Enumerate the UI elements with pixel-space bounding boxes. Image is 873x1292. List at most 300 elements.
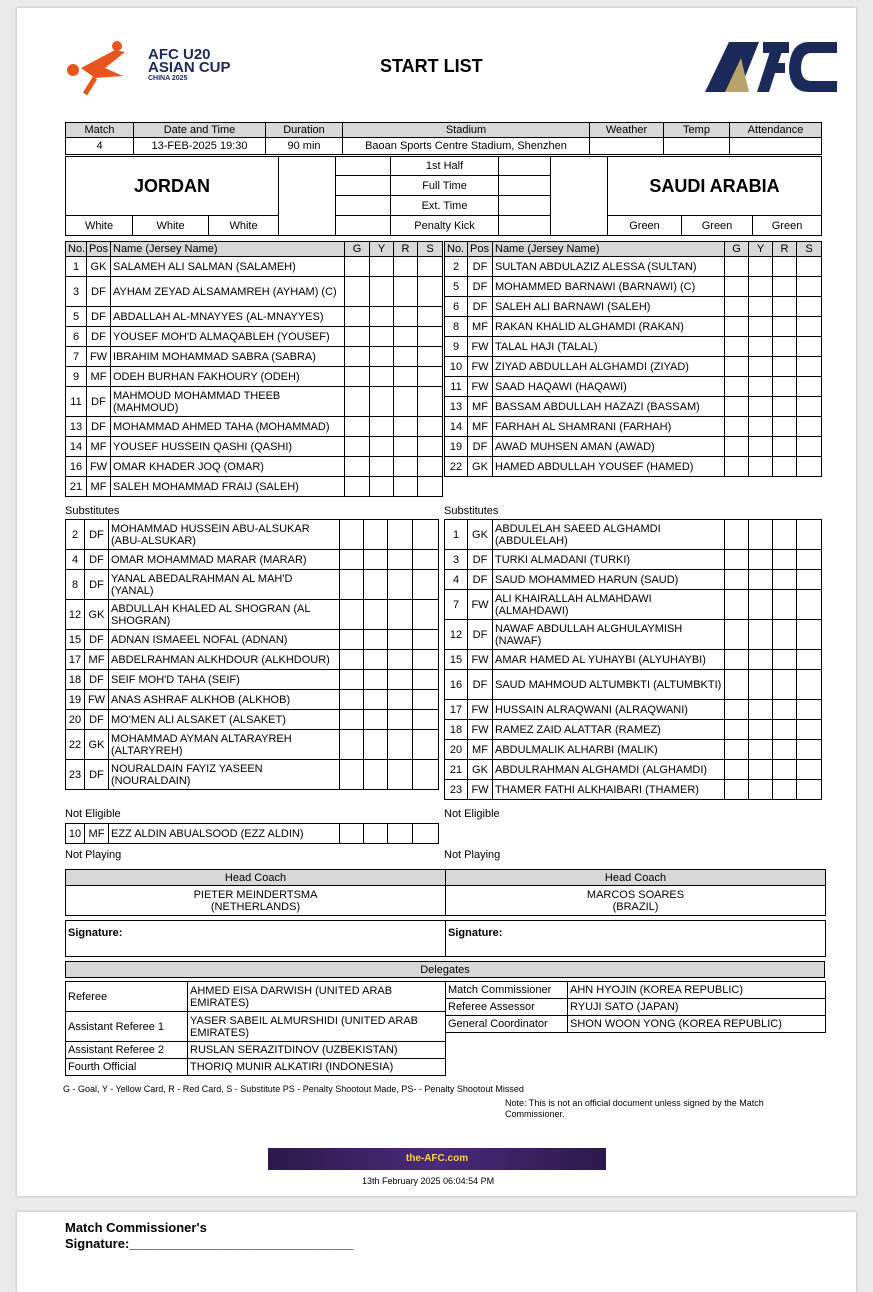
substitute-cell xyxy=(418,457,443,477)
player-position: DF xyxy=(468,670,493,700)
goal-cell xyxy=(345,477,370,497)
col-no: No. xyxy=(66,242,87,257)
yellow-card-cell xyxy=(364,670,388,690)
player-name: SAAD HAQAWI (HAQAWI) xyxy=(493,377,725,397)
goal-cell xyxy=(340,600,364,630)
player-position: DF xyxy=(468,437,493,457)
afc-logo-icon xyxy=(705,38,841,94)
player-number: 6 xyxy=(66,327,87,347)
yellow-card-cell xyxy=(364,600,388,630)
player-number: 11 xyxy=(66,387,87,417)
red-card-cell xyxy=(388,690,413,710)
col-pos: Pos xyxy=(87,242,111,257)
player-position: FW xyxy=(468,337,493,357)
delegate-role: Referee Assessor xyxy=(446,999,568,1016)
period-ext-time: Ext. Time xyxy=(391,196,499,216)
goal-cell xyxy=(345,437,370,457)
delegate-row xyxy=(446,1016,826,1033)
goal-cell xyxy=(725,520,749,550)
col-no: No. xyxy=(445,242,468,257)
player-row xyxy=(66,570,439,600)
player-row xyxy=(66,457,443,477)
delegate-row xyxy=(66,1012,446,1042)
header-stadium: Stadium xyxy=(343,123,590,138)
goal-cell xyxy=(725,297,749,317)
red-card-cell xyxy=(394,437,418,457)
player-position: DF xyxy=(468,620,493,650)
player-number: 4 xyxy=(445,570,468,590)
player-name: SALAMEH ALI SALMAN (SALAMEH) xyxy=(111,257,345,277)
player-position: FW xyxy=(468,650,493,670)
home-substitutes-label: Substitutes xyxy=(65,505,120,517)
home-not-eligible-label: Not Eligible xyxy=(65,808,121,820)
yellow-card-cell xyxy=(749,720,773,740)
tournament-logo-text: AFC U20 ASIAN CUP CHINA 2025 xyxy=(148,46,231,82)
goal-cell xyxy=(725,570,749,590)
player-row xyxy=(445,257,822,277)
substitute-cell xyxy=(797,257,822,277)
player-name: NOURALDAIN FAYIZ YASEEN (NOURALDAIN) xyxy=(109,760,340,790)
substitute-cell xyxy=(797,377,822,397)
player-name: NAWAF ABDULLAH ALGHULAYMISH (NAWAF) xyxy=(493,620,725,650)
yellow-card-cell xyxy=(749,337,773,357)
goal-cell xyxy=(725,620,749,650)
player-row xyxy=(445,700,822,720)
player-row xyxy=(66,650,439,670)
player-name: YOUSEF MOH'D ALMAQABLEH (YOUSEF) xyxy=(111,327,345,347)
player-row xyxy=(66,690,439,710)
goal-cell xyxy=(725,760,749,780)
player-position: DF xyxy=(468,570,493,590)
player-number: 13 xyxy=(445,397,468,417)
player-row xyxy=(445,740,822,760)
player-name: ABDULRAHMAN ALGHAMDI (ALGHAMDI) xyxy=(493,760,725,780)
red-card-cell xyxy=(773,457,797,477)
yellow-card-cell xyxy=(749,297,773,317)
delegates-header xyxy=(65,961,825,978)
player-name: IBRAHIM MOHAMMAD SABRA (SABRA) xyxy=(111,347,345,367)
away-substitutes-table xyxy=(444,519,822,800)
delegate-name: SHON WOON YONG (KOREA REPUBLIC) xyxy=(568,1016,826,1033)
header-date: Date and Time xyxy=(134,123,266,138)
player-name: RAKAN KHALID ALGHAMDI (RAKAN) xyxy=(493,317,725,337)
home-not-eligible-table xyxy=(65,823,439,844)
player-position: MF xyxy=(468,417,493,437)
yellow-card-cell xyxy=(749,740,773,760)
goal-cell xyxy=(340,670,364,690)
player-row xyxy=(445,297,822,317)
yellow-card-cell xyxy=(370,417,394,437)
player-row xyxy=(445,670,822,700)
goal-cell xyxy=(725,720,749,740)
player-position: GK xyxy=(468,760,493,780)
red-card-cell xyxy=(773,337,797,357)
substitute-cell xyxy=(797,650,822,670)
goal-cell xyxy=(725,417,749,437)
player-row xyxy=(445,437,822,457)
player-position: DF xyxy=(468,297,493,317)
delegate-name: RYUJI SATO (JAPAN) xyxy=(568,999,826,1016)
red-card-cell xyxy=(388,710,413,730)
document-page xyxy=(17,8,856,1196)
player-number: 9 xyxy=(66,367,87,387)
player-number: 13 xyxy=(66,417,87,437)
player-row xyxy=(66,730,439,760)
commissioner-signature: Match Commissioner's Signature:_______________________________ xyxy=(65,1220,354,1251)
player-number: 12 xyxy=(445,620,468,650)
yellow-card-cell xyxy=(749,670,773,700)
player-position: MF xyxy=(468,740,493,760)
player-position: DF xyxy=(85,760,109,790)
player-position: DF xyxy=(468,277,493,297)
goal-cell xyxy=(345,387,370,417)
goal-cell xyxy=(340,824,364,844)
player-number: 18 xyxy=(66,670,85,690)
player-position: MF xyxy=(468,317,493,337)
player-number: 15 xyxy=(66,630,85,650)
period-penalty-kick: Penalty Kick xyxy=(391,216,499,236)
player-name: SALEH ALI BARNAWI (SALEH) xyxy=(493,297,725,317)
goal-cell xyxy=(725,277,749,297)
player-name: EZZ ALDIN ABUALSOOD (EZZ ALDIN) xyxy=(109,824,340,844)
player-number: 18 xyxy=(445,720,468,740)
red-card-cell xyxy=(394,417,418,437)
red-card-cell xyxy=(388,824,413,844)
yellow-card-cell xyxy=(749,650,773,670)
player-name: THAMER FATHI ALKHAIBARI (THAMER) xyxy=(493,780,725,800)
goal-cell xyxy=(725,550,749,570)
yellow-card-cell xyxy=(364,730,388,760)
player-number: 22 xyxy=(445,457,468,477)
yellow-card-cell xyxy=(749,620,773,650)
player-position: DF xyxy=(87,307,111,327)
player-number: 21 xyxy=(445,760,468,780)
player-position: MF xyxy=(87,437,111,457)
yellow-card-cell xyxy=(364,824,388,844)
player-row xyxy=(445,377,822,397)
match-stadium: Baoan Sports Centre Stadium, Shenzhen xyxy=(343,138,590,155)
player-number: 10 xyxy=(66,824,85,844)
delegate-row xyxy=(446,982,826,999)
goal-cell xyxy=(345,347,370,367)
goal-cell xyxy=(340,570,364,600)
header-weather: Weather xyxy=(590,123,664,138)
player-position: DF xyxy=(85,630,109,650)
goal-cell xyxy=(340,760,364,790)
goal-cell xyxy=(725,437,749,457)
yellow-card-cell xyxy=(370,327,394,347)
home-head-coach: PIETER MEINDERTSMA (NETHERLANDS) xyxy=(66,886,446,916)
substitute-cell xyxy=(413,670,439,690)
player-name: MAHMOUD MOHAMMAD THEEB (MAHMOUD) xyxy=(111,387,345,417)
player-name: TALAL HAJI (TALAL) xyxy=(493,337,725,357)
yellow-card-cell xyxy=(749,520,773,550)
yellow-card-cell xyxy=(749,550,773,570)
player-name: MOHAMMAD AHMED TAHA (MOHAMMAD) xyxy=(111,417,345,437)
player-number: 9 xyxy=(445,337,468,357)
away-not-playing-label: Not Playing xyxy=(444,849,501,861)
delegates-left-table xyxy=(65,981,446,1076)
player-name: ADNAN ISMAEEL NOFAL (ADNAN) xyxy=(109,630,340,650)
goal-cell xyxy=(345,417,370,437)
red-card-cell xyxy=(773,570,797,590)
goal-cell xyxy=(725,357,749,377)
yellow-card-cell xyxy=(749,780,773,800)
delegate-role: Assistant Referee 1 xyxy=(66,1012,188,1042)
substitute-cell xyxy=(418,417,443,437)
home-head-coach-header: Head Coach xyxy=(66,870,446,886)
delegate-name: AHMED EISA DARWISH (UNITED ARAB EMIRATES) xyxy=(188,982,446,1012)
red-card-cell xyxy=(773,720,797,740)
red-card-cell xyxy=(394,367,418,387)
substitute-cell xyxy=(797,437,822,457)
player-number: 17 xyxy=(66,650,85,670)
player-number: 2 xyxy=(66,520,85,550)
match-weather xyxy=(590,138,664,155)
player-position: FW xyxy=(85,690,109,710)
red-card-cell xyxy=(394,277,418,307)
player-name: RAMEZ ZAID ALATTAR (RAMEZ) xyxy=(493,720,725,740)
substitute-cell xyxy=(797,620,822,650)
player-name: TURKI ALMADANI (TURKI) xyxy=(493,550,725,570)
goal-cell xyxy=(725,700,749,720)
player-name: ANAS ASHRAF ALKHOB (ALKHOB) xyxy=(109,690,340,710)
player-position: GK xyxy=(87,257,111,277)
goal-cell xyxy=(725,590,749,620)
substitute-cell xyxy=(413,630,439,650)
red-card-cell xyxy=(773,417,797,437)
yellow-card-cell xyxy=(370,347,394,367)
yellow-card-cell xyxy=(364,550,388,570)
goal-cell xyxy=(345,257,370,277)
player-position: FW xyxy=(87,457,111,477)
delegate-name: THORIQ MUNIR ALKATIRI (INDONESIA) xyxy=(188,1059,446,1076)
player-row xyxy=(445,760,822,780)
substitute-cell xyxy=(797,760,822,780)
away-head-coach-header: Head Coach xyxy=(446,870,826,886)
yellow-card-cell xyxy=(364,690,388,710)
delegate-role: Fourth Official xyxy=(66,1059,188,1076)
away-team-name: SAUDI ARABIA xyxy=(608,157,822,216)
player-position: DF xyxy=(468,550,493,570)
col-yellow: Y xyxy=(749,242,773,257)
substitute-cell xyxy=(797,670,822,700)
header-temp: Temp xyxy=(664,123,730,138)
red-card-cell xyxy=(394,347,418,367)
col-name: Name (Jersey Name) xyxy=(111,242,345,257)
goal-cell xyxy=(725,317,749,337)
red-card-cell xyxy=(394,257,418,277)
substitute-cell xyxy=(797,457,822,477)
substitute-cell xyxy=(797,780,822,800)
substitute-cell xyxy=(418,437,443,457)
away-kit-socks: Green xyxy=(753,216,822,236)
delegate-role: Match Commissioner xyxy=(446,982,568,999)
red-card-cell xyxy=(394,327,418,347)
goal-cell xyxy=(345,457,370,477)
player-row xyxy=(66,477,443,497)
home-kit-shorts: White xyxy=(133,216,209,236)
afc-website-banner[interactable]: the-AFC.com xyxy=(268,1148,606,1170)
goal-cell xyxy=(725,780,749,800)
player-row xyxy=(445,570,822,590)
home-substitutes-table xyxy=(65,519,439,790)
red-card-cell xyxy=(388,670,413,690)
red-card-cell xyxy=(773,397,797,417)
red-card-cell xyxy=(394,457,418,477)
red-card-cell xyxy=(388,650,413,670)
col-goal: G xyxy=(725,242,749,257)
player-number: 15 xyxy=(445,650,468,670)
player-position: GK xyxy=(468,520,493,550)
red-card-cell xyxy=(773,700,797,720)
player-number: 10 xyxy=(445,357,468,377)
player-row xyxy=(66,257,443,277)
player-position: DF xyxy=(87,387,111,417)
away-not-eligible-label: Not Eligible xyxy=(444,808,500,820)
player-number: 8 xyxy=(445,317,468,337)
red-card-cell xyxy=(773,620,797,650)
goal-cell xyxy=(725,397,749,417)
substitute-cell xyxy=(418,307,443,327)
player-row xyxy=(445,780,822,800)
player-position: FW xyxy=(468,590,493,620)
player-row xyxy=(66,327,443,347)
yellow-card-cell xyxy=(370,437,394,457)
player-row xyxy=(66,307,443,327)
player-name: SALEH MOHAMMAD FRAIJ (SALEH) xyxy=(111,477,345,497)
delegate-row xyxy=(66,1059,446,1076)
substitute-cell xyxy=(413,570,439,600)
yellow-card-cell xyxy=(749,437,773,457)
player-row xyxy=(445,317,822,337)
substitute-cell xyxy=(418,367,443,387)
goal-cell xyxy=(340,630,364,650)
goal-cell xyxy=(340,690,364,710)
player-name: YOUSEF HUSSEIN QASHI (QASHI) xyxy=(111,437,345,457)
red-card-cell xyxy=(773,590,797,620)
player-number: 16 xyxy=(66,457,87,477)
goal-cell xyxy=(725,257,749,277)
player-row xyxy=(66,437,443,457)
goal-cell xyxy=(340,520,364,550)
red-card-cell xyxy=(388,630,413,650)
player-name: AWAD MUHSEN AMAN (AWAD) xyxy=(493,437,725,457)
substitute-cell xyxy=(797,277,822,297)
col-red: R xyxy=(394,242,418,257)
player-row xyxy=(66,387,443,417)
red-card-cell xyxy=(388,520,413,550)
period-1st-half: 1st Half xyxy=(391,157,499,176)
away-starters-table xyxy=(444,241,822,477)
substitute-cell xyxy=(797,357,822,377)
player-row xyxy=(66,760,439,790)
player-name: MOHAMMAD AYMAN ALTARAYREH (ALTARYREH) xyxy=(109,730,340,760)
head-coach-table xyxy=(65,869,826,916)
goal-cell xyxy=(725,650,749,670)
red-card-cell xyxy=(388,570,413,600)
player-row xyxy=(66,367,443,387)
player-name: YANAL ABEDALRAHMAN AL MAH'D (YANAL) xyxy=(109,570,340,600)
away-kit-shorts: Green xyxy=(682,216,753,236)
player-number: 12 xyxy=(66,600,85,630)
yellow-card-cell xyxy=(370,457,394,477)
col-pos: Pos xyxy=(468,242,493,257)
disclaimer-note: Note: This is not an official document unless signed by the Match Commissioner. xyxy=(505,1098,764,1119)
player-number: 7 xyxy=(66,347,87,367)
goal-cell xyxy=(345,307,370,327)
player-position: DF xyxy=(87,277,111,307)
red-card-cell xyxy=(773,357,797,377)
player-position: GK xyxy=(85,600,109,630)
player-number: 11 xyxy=(445,377,468,397)
legend-text: G - Goal, Y - Yellow Card, R - Red Card, S - Substitute PS - Penalty Shootout Made, PS- - Penalty Shootout Missed xyxy=(63,1084,524,1094)
header-attendance: Attendance xyxy=(730,123,822,138)
substitute-cell xyxy=(418,327,443,347)
substitute-cell xyxy=(797,337,822,357)
red-card-cell xyxy=(773,760,797,780)
red-card-cell xyxy=(773,317,797,337)
player-name: SULTAN ABDULAZIZ ALESSA (SULTAN) xyxy=(493,257,725,277)
second-page xyxy=(17,1212,856,1292)
player-number: 2 xyxy=(445,257,468,277)
substitute-cell xyxy=(797,740,822,760)
yellow-card-cell xyxy=(364,630,388,650)
player-row xyxy=(66,417,443,437)
delegate-row xyxy=(66,1042,446,1059)
col-goal: G xyxy=(345,242,370,257)
player-name: ABDULMALIK ALHARBI (MALIK) xyxy=(493,740,725,760)
delegates-title: Delegates xyxy=(66,962,825,978)
player-row xyxy=(66,347,443,367)
player-number: 5 xyxy=(66,307,87,327)
substitute-cell xyxy=(418,477,443,497)
red-card-cell xyxy=(773,277,797,297)
delegate-row xyxy=(66,982,446,1012)
yellow-card-cell xyxy=(749,277,773,297)
player-row xyxy=(445,520,822,550)
substitute-cell xyxy=(413,824,439,844)
player-position: DF xyxy=(85,710,109,730)
substitute-cell xyxy=(797,417,822,437)
match-info-table xyxy=(65,122,822,155)
home-team-name: JORDAN xyxy=(66,157,279,216)
red-card-cell xyxy=(773,257,797,277)
away-head-coach: MARCOS SOARES (BRAZIL) xyxy=(446,886,826,916)
away-kit-shirt: Green xyxy=(608,216,682,236)
player-name: OMAR KHADER JOQ (OMAR) xyxy=(111,457,345,477)
substitute-cell xyxy=(797,700,822,720)
delegate-role: Referee xyxy=(66,982,188,1012)
player-row xyxy=(445,277,822,297)
goal-cell xyxy=(725,740,749,760)
player-row xyxy=(66,550,439,570)
goal-cell xyxy=(725,377,749,397)
red-card-cell xyxy=(388,550,413,570)
home-coach-signature: Signature: xyxy=(66,921,446,957)
player-position: DF xyxy=(468,257,493,277)
red-card-cell xyxy=(773,377,797,397)
player-number: 3 xyxy=(445,550,468,570)
red-card-cell xyxy=(773,670,797,700)
player-row xyxy=(445,650,822,670)
red-card-cell xyxy=(394,477,418,497)
match-attendance xyxy=(730,138,822,155)
yellow-card-cell xyxy=(370,477,394,497)
substitute-cell xyxy=(797,520,822,550)
header-duration: Duration xyxy=(266,123,343,138)
goal-cell xyxy=(340,730,364,760)
